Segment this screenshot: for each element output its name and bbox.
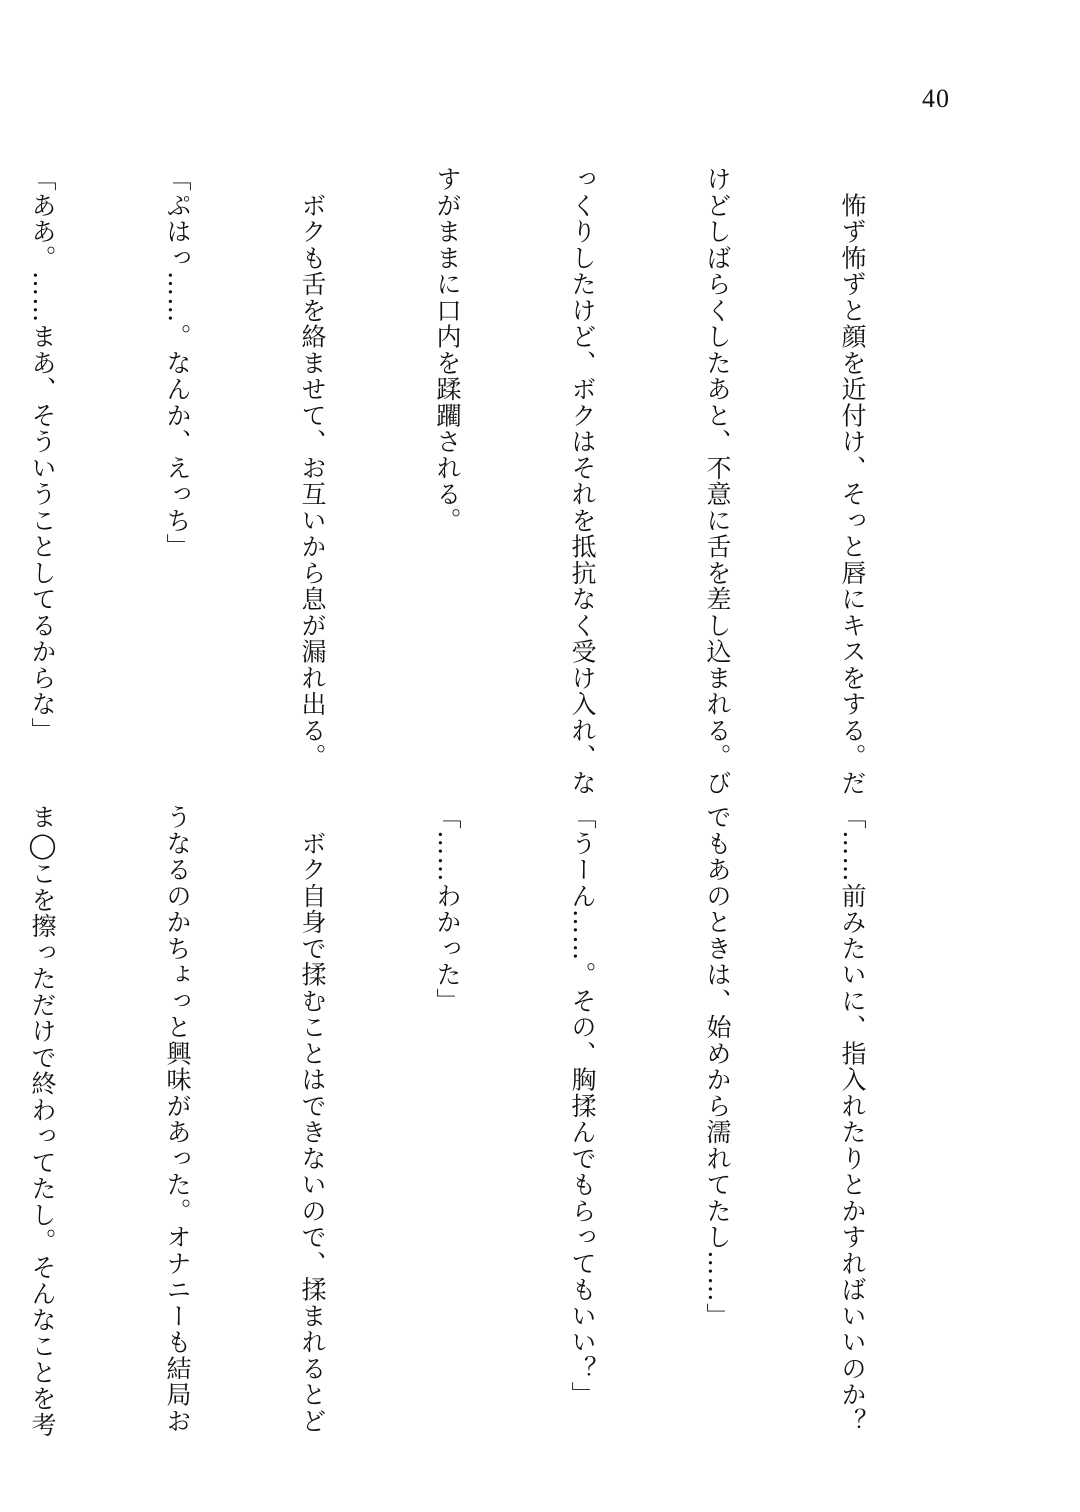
text-line: っくりしたけど、ボクはそれを抵抗なく受け入れ、な [568,166,597,796]
text-line: すがままに口内を蹂躙される。 [433,166,462,534]
top-text-block [0,166,965,796]
text-line: けどしばらくしたあと、不意に舌を差し込まれる。び [703,166,732,796]
page-number: 40 [922,84,950,113]
text-line: 「……わかった」 [433,804,462,1014]
text-line: 怖ず怖ずと顔を近付け、そっと唇にキスをする。だ [838,166,867,796]
text-line: うなるのかちょっと興味があった。オナニーも結局お [163,804,192,1434]
bottom-text-block [0,804,965,1438]
text-line: ボクも舌を絡ませて、お互いから息が漏れ出る。 [298,166,327,770]
text-line: 「ああ。……まあ、そういうことしてるからな」 [28,166,57,744]
text-line: ま◯こを擦っただけで終わってたし。そんなことを考 [28,804,57,1438]
text-line: 「……前みたいに、指入れたりとかすればいいのか？ [838,804,867,1434]
text-line: でもあのときは、始めから濡れてたし……」 [703,804,732,1329]
text-line: ボク自身で揉むことはできないので、揉まれるとど [298,804,327,1434]
text-line: 「うーん……。その、胸揉んでもらってもいい？」 [568,804,597,1408]
text-line: 「ぷはっ……。なんか、えっち」 [163,166,192,560]
